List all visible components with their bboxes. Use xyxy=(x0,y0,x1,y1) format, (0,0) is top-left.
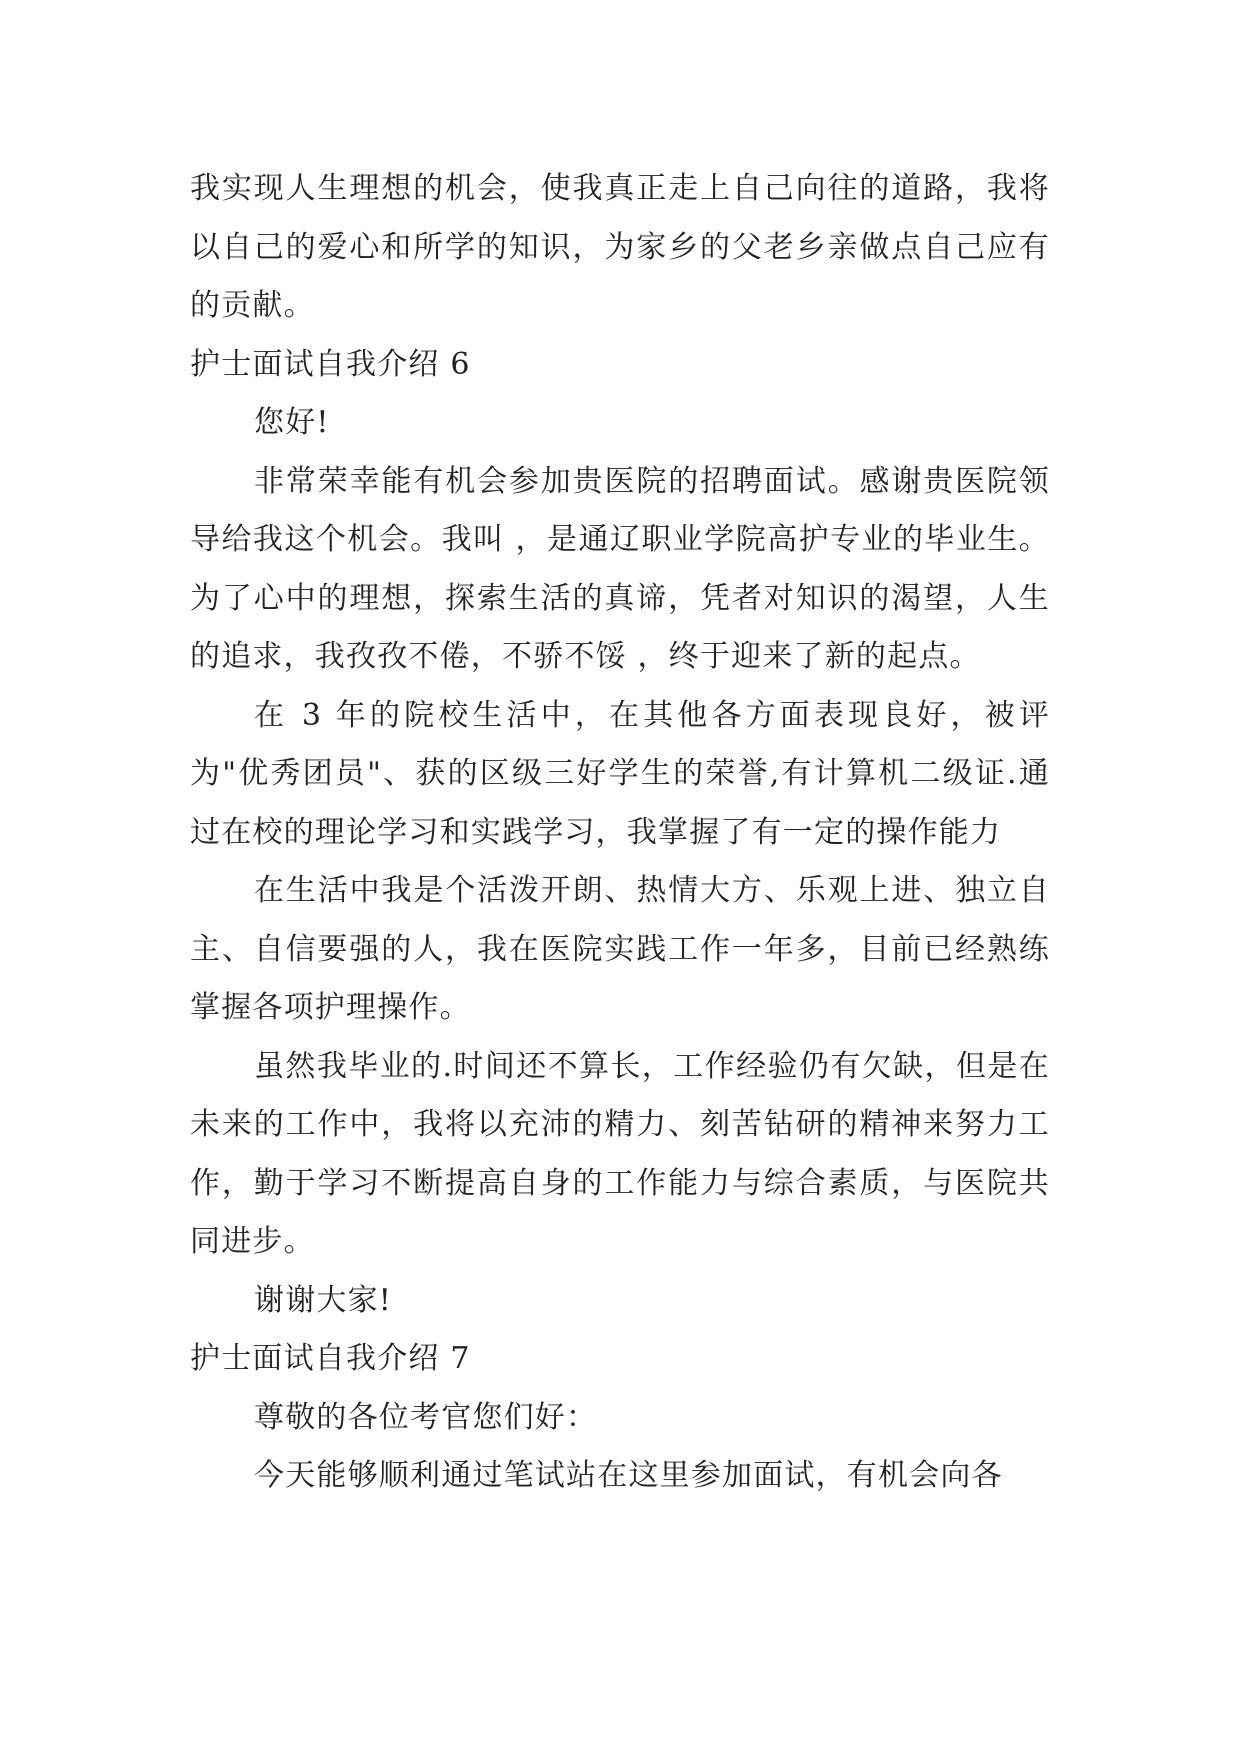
body-paragraph: 在 3 年的院校生活中，在其他各方面表现良好，被评为"优秀团员"、获的区级三好学生的荣誉,有计算机二级证.通过在校的理论学习和实践学习，我掌握了有一定的操作能力 xyxy=(190,697,1050,850)
paragraph-continued: 我实现人生理想的机会，使我真正走上自己向往的道路，我将以自己的爱心和所学的知识，为家乡的父老乡亲做点自己应有的贡献。 xyxy=(190,171,1050,323)
section-heading-6: 护士面试自我介绍 6 xyxy=(190,346,471,382)
greeting-paragraph: 您好! xyxy=(254,405,330,440)
greeting-paragraph: 尊敬的各位考官您们好： xyxy=(254,1399,598,1435)
closing-paragraph: 谢谢大家! xyxy=(254,1282,393,1318)
section-heading-7: 护士面试自我介绍 7 xyxy=(190,1341,471,1376)
document-body xyxy=(190,160,1050,1506)
body-paragraph: 在生活中我是个活泼开朗、热情大方、乐观上进、独立自主、自信要强的人，我在医院实践工作一年多，目前已经熟练掌握各项护理操作。 xyxy=(190,873,1050,1025)
body-paragraph: 非常荣幸能有机会参加贵医院的招聘面试。感谢贵医院领导给我这个机会。我叫 ，是通辽职业学院高护专业的毕业生。为了心中的理想，探索生活的真谛，凭者对知识的渴望，人生的追求，我孜孜不倦，不骄不馁 ，终于迎来了新的起点。 xyxy=(190,463,1050,674)
body-paragraph: 虽然我毕业的.时间还不算长，工作经验仍有欠缺，但是在未来的工作中，我将以充沛的精力、刻苦钻研的精神来努力工作，勤于学习不断提高自身的工作能力与综合素质，与医院共同进步。 xyxy=(190,1048,1050,1259)
body-paragraph: 今天能够顺利通过笔试站在这里参加面试，有机会向各 xyxy=(254,1458,1003,1493)
